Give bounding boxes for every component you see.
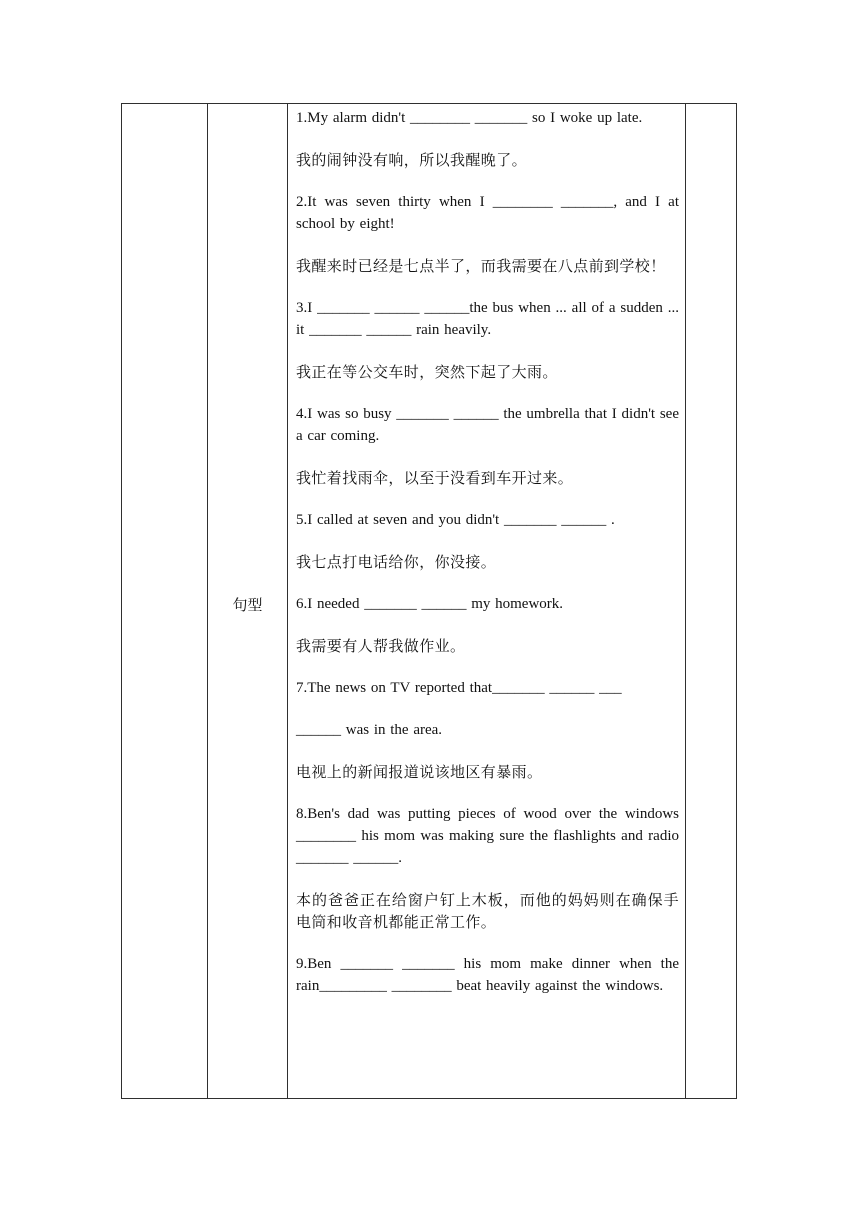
sentence-3-chinese: 我正在等公交车时，突然下起了大雨。 bbox=[296, 363, 558, 381]
sentence-list bbox=[296, 107, 679, 1017]
sentence-7-english-line-1: 7.The news on TV reported that_______ ______ ___ bbox=[296, 680, 622, 696]
sentence-2-english: 2.It was seven thirty when I ________ _______, and I at school by eight! bbox=[296, 194, 679, 232]
sentence-2-chinese: 我醒来时已经是七点半了，而我需要在八点前到学校！ bbox=[296, 257, 666, 275]
worksheet-table bbox=[121, 103, 737, 1099]
sentence-4-english: 4.I was so busy _______ ______ the umbrella that I didn't see a car coming. bbox=[296, 406, 679, 444]
sentence-8-english: 8.Ben's dad was putting pieces of wood over the windows ________ his mom was making sure the flashlights and radio _______ ______. bbox=[296, 806, 679, 866]
sentence-7-english-line-2: ______ was in the area. bbox=[296, 722, 443, 738]
sentence-4-chinese: 我忙着找雨伞，以至于没看到车开过来。 bbox=[296, 469, 574, 487]
sentence-1-english: 1.My alarm didn't ________ _______ so I woke up late. bbox=[296, 110, 643, 126]
sentence-5-english: 5.I called at seven and you didn't _______ ______ . bbox=[296, 512, 615, 528]
sentence-6-english: 6.I needed _______ ______ my homework. bbox=[296, 596, 564, 612]
sentence-1-chinese: 我的闹钟没有响，所以我醒晚了。 bbox=[296, 151, 528, 169]
sentence-8-chinese: 本的爸爸正在给窗户钉上木板，而他的妈妈则在确保手电筒和收音机都能正常工作。 bbox=[296, 891, 679, 931]
sentence-7-chinese: 电视上的新闻报道说该地区有暴雨。 bbox=[296, 763, 543, 781]
sentence-6-chinese: 我需要有人帮我做作业。 bbox=[296, 637, 466, 655]
category-column bbox=[208, 104, 288, 1098]
content-column bbox=[288, 104, 686, 1098]
blank-column bbox=[122, 104, 208, 1098]
sentence-3-english: 3.I _______ ______ ______the bus when ... all of a sudden ... it _______ ______ rain heavily. bbox=[296, 300, 679, 338]
section-label: 句型 bbox=[232, 596, 263, 614]
sentence-5-chinese: 我七点打电话给你，你没接。 bbox=[296, 553, 497, 571]
notes-column bbox=[686, 104, 738, 1098]
sentence-9-english: 9.Ben _______ _______ his mom make dinner when the rain_________ ________ beat heavily against the windows. bbox=[296, 956, 679, 994]
